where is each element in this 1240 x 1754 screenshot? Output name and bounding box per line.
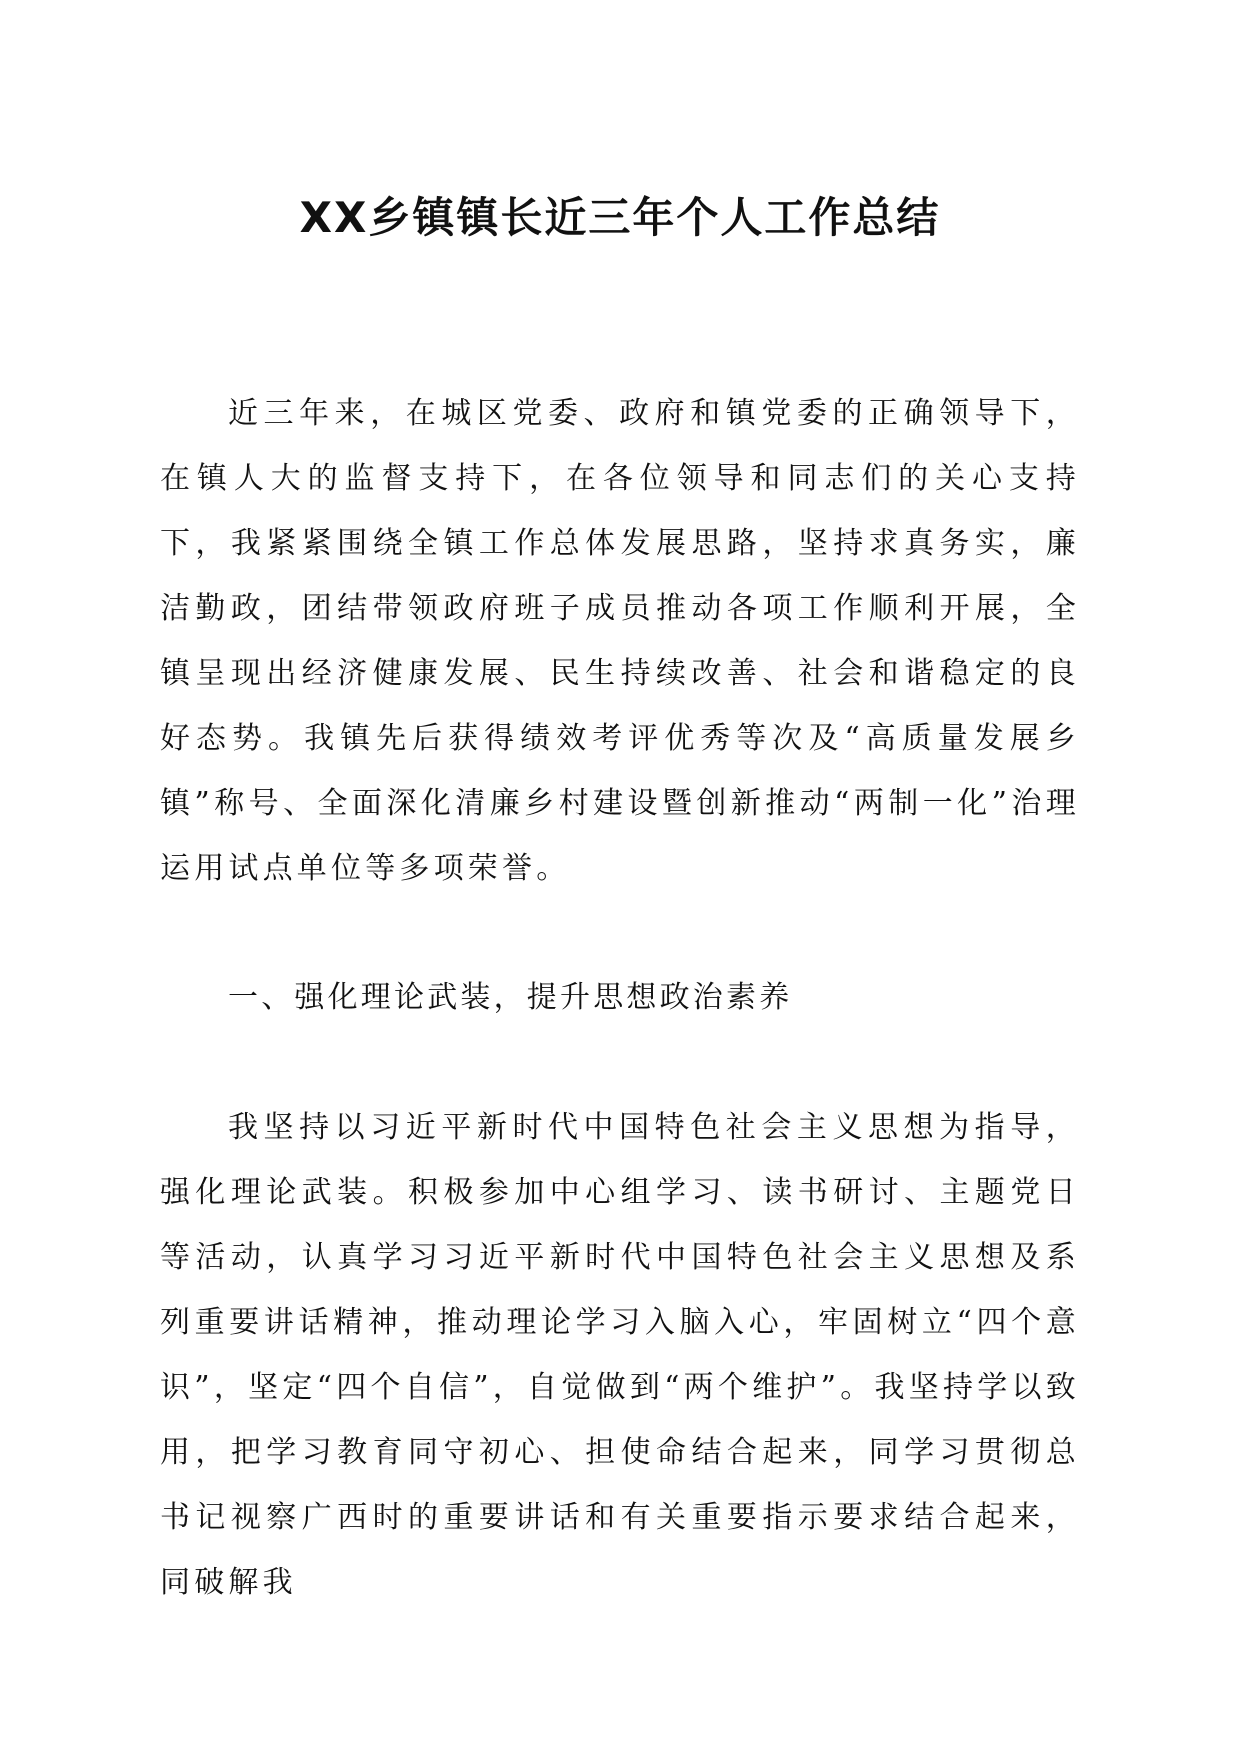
- section-heading: 一、强化理论武装，提升思想政治素养: [228, 980, 793, 1015]
- section-paragraph: 我坚持以习近平新时代中国特色社会主义思想为指导，强化理论武装。积极参加中心组学习、读书研讨、主题党日等活动，认真学习习近平新时代中国特色社会主义思想及系列重要讲话精神，推动理论学习入脑入心，牢固树立“四个意识”，坚定“四个自信”，自觉做到“两个维护”。我坚持学以致用，把学习教育同守初心、担使命结合起来，同学习贯彻总书记视察广西时的重要讲话和有关重要指示要求结合起来，同破解我: [160, 1110, 1080, 1600]
- document-title: XX乡镇镇长近三年个人工作总结: [299, 193, 941, 242]
- intro-paragraph: 近三年来，在城区党委、政府和镇党委的正确领导下，在镇人大的监督支持下，在各位领导和同志们的关心支持下，我紧紧围绕全镇工作总体发展思路，坚持求真务实，廉洁勤政，团结带领政府班子成员推动各项工作顺利开展，全镇呈现出经济健康发展、民生持续改善、社会和谐稳定的良好态势。我镇先后获得绩效考评优秀等次及“高质量发展乡镇”称号、全面深化清廉乡村建设暨创新推动“两制一化”治理运用试点单位等多项荣誉。: [160, 396, 1080, 886]
